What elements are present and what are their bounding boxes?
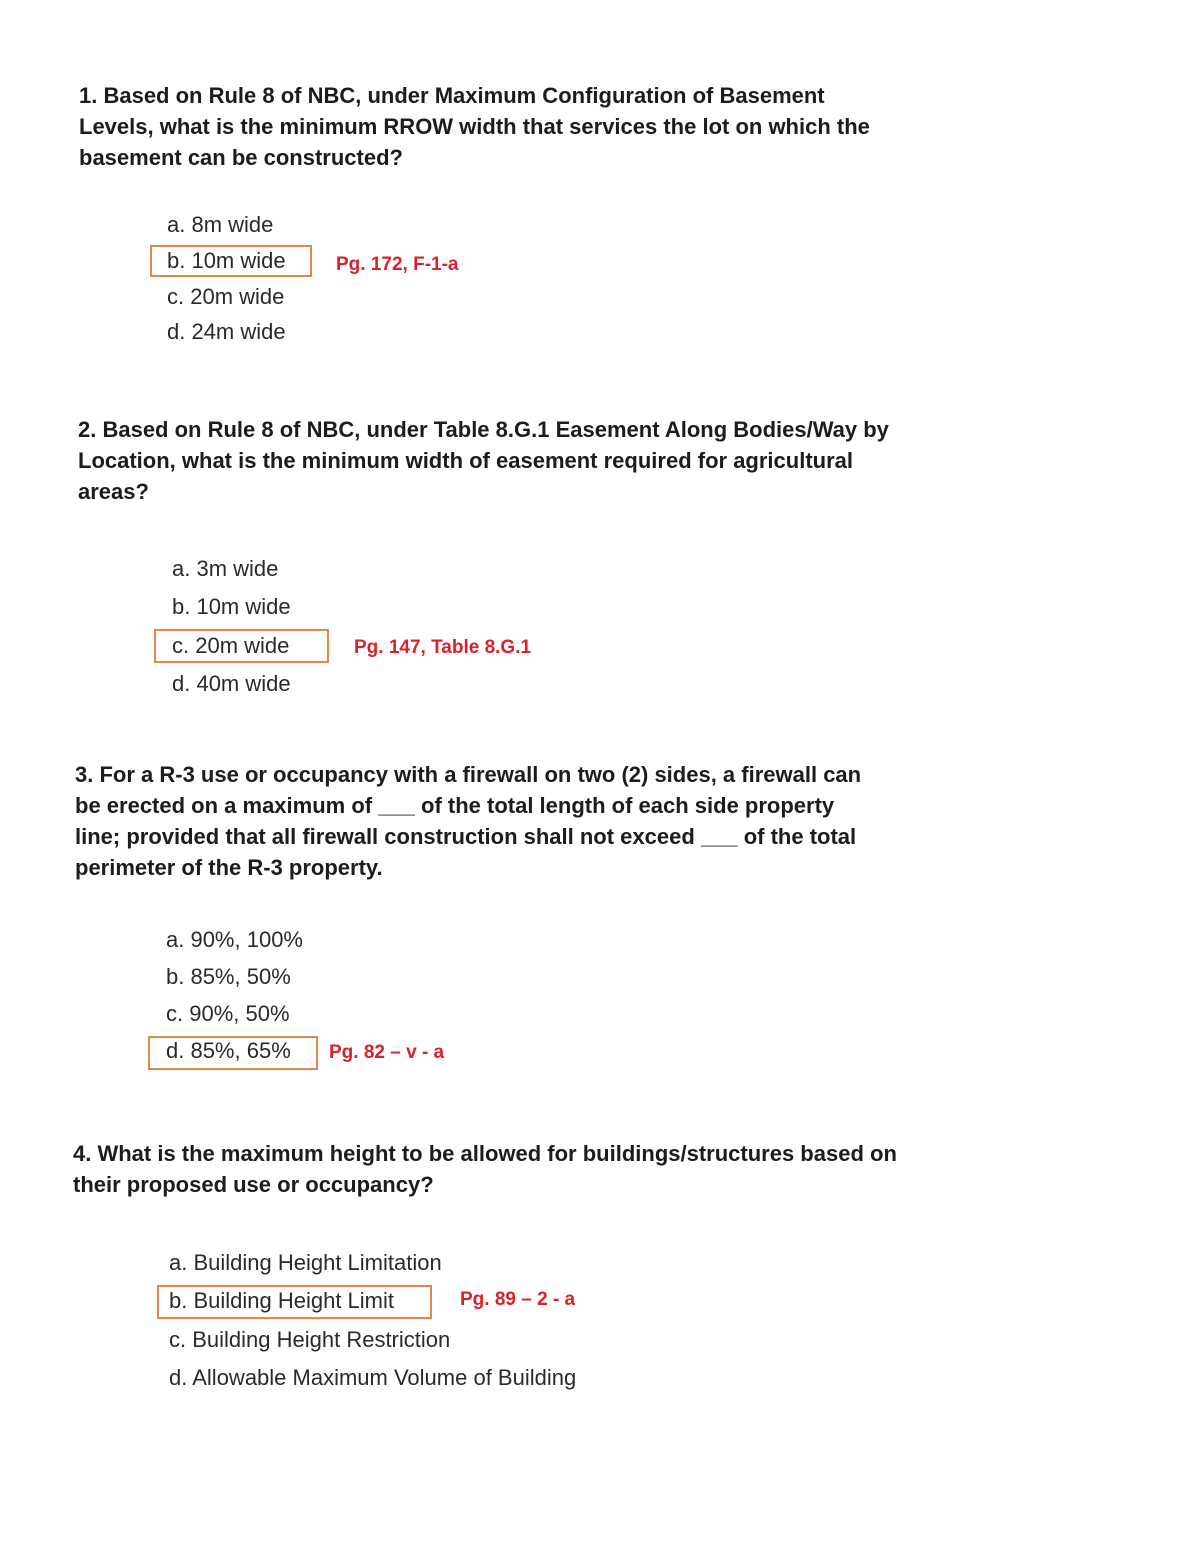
question-4-option-a: a. Building Height Limitation <box>169 1250 442 1275</box>
question-3-option-a: a. 90%, 100% <box>166 927 303 952</box>
question-2-reference: Pg. 147, Table 8.G.1 <box>354 637 532 658</box>
question-2-option-c: c. 20m wide <box>172 633 290 658</box>
question-2-text: 2. Based on Rule 8 of NBC, under Table 8.G.1 Easement Along Bodies/Way by Location, what is the minimum width of easement required for agricultural areas? <box>78 417 889 504</box>
question-2-option-a: a. 3m wide <box>172 556 279 581</box>
question-1-option-b: b. 10m wide <box>167 248 286 273</box>
question-3-option-d: d. 85%, 65% <box>166 1038 291 1063</box>
question-1-reference: Pg. 172, F-1-a <box>336 254 459 275</box>
question-3-option-b: b. 85%, 50% <box>166 964 291 989</box>
question-4-option-b: b. Building Height Limit <box>169 1288 395 1313</box>
question-3-option-c: c. 90%, 50% <box>166 1001 290 1026</box>
question-1-option-c: c. 20m wide <box>167 284 285 309</box>
question-4-reference: Pg. 89 – 2 - a <box>460 1289 576 1310</box>
question-4-option-d: d. Allowable Maximum Volume of Building <box>169 1365 577 1390</box>
question-4-option-c: c. Building Height Restriction <box>169 1327 451 1352</box>
question-2-option-b: b. 10m wide <box>172 594 291 619</box>
question-1-text: 1. Based on Rule 8 of NBC, under Maximum Configuration of Basement Levels, what is the minimum RROW width that services the lot on which the basement can be constructed? <box>79 83 870 170</box>
question-1-option-a: a. 8m wide <box>167 212 274 237</box>
question-2-option-d: d. 40m wide <box>172 671 291 696</box>
question-3-text: 3. For a R-3 use or occupancy with a firewall on two (2) sides, a firewall can be erected on a maximum of ___ of the total length of each side property line; provided that all firewall construction shall not exceed ___ of the total perimeter of the R-3 property. <box>75 762 862 880</box>
question-4-text: 4. What is the maximum height to be allowed for buildings/structures based on their proposed use or occupancy? <box>73 1141 897 1197</box>
question-3-reference: Pg. 82 – v - a <box>329 1042 445 1063</box>
question-1-option-d: d. 24m wide <box>167 319 286 344</box>
